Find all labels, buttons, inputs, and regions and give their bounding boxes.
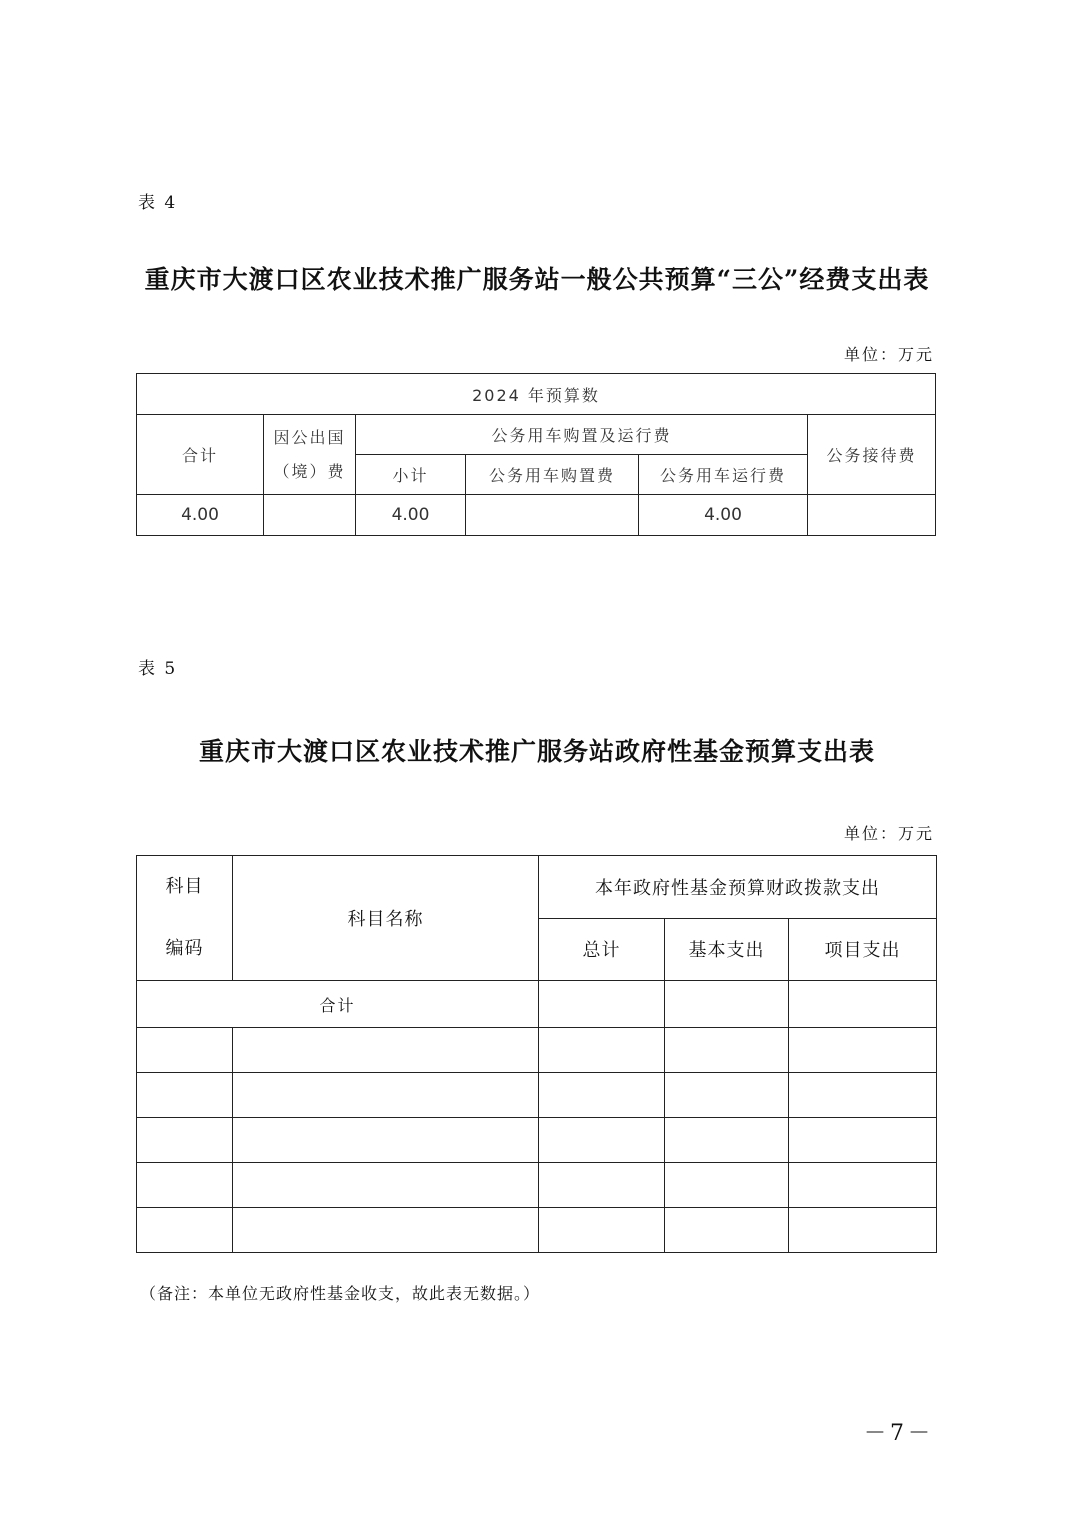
table-cell	[665, 1028, 789, 1073]
table-cell	[137, 1118, 233, 1163]
table-cell	[137, 1163, 233, 1208]
table4-col-vehicle-operation: 公务用车运行费	[639, 455, 808, 495]
table-row	[137, 1208, 937, 1253]
table4-col-abroad-line2: （境）费	[273, 461, 346, 481]
table5-col-group: 本年政府性基金预算财政拨款支出	[539, 856, 937, 919]
table5	[136, 855, 937, 1253]
table4-col-vehicle-group: 公务用车购置及运行费	[356, 415, 808, 455]
table-row	[137, 981, 937, 1028]
table4-col-total: 合计	[137, 415, 264, 495]
table4-col-abroad-line1: 因公出国	[273, 427, 346, 447]
table5-col-code-line2: 编码	[165, 938, 204, 959]
table-cell	[539, 1163, 665, 1208]
table-row	[137, 1118, 937, 1163]
table4-label: 表 4	[138, 193, 178, 213]
table5-col-project: 项目支出	[789, 918, 937, 981]
table5-col-total: 总计	[539, 918, 665, 981]
table-cell	[665, 1163, 789, 1208]
table4-header-year: 2024 年预算数	[137, 374, 936, 415]
table5-total-label: 合计	[137, 981, 539, 1028]
table4	[136, 373, 936, 536]
table-row	[137, 1028, 937, 1073]
table-cell	[539, 1028, 665, 1073]
table5-col-code-line1: 科目	[165, 876, 204, 897]
table-cell	[137, 1073, 233, 1118]
table5-title: 重庆市大渡口区农业技术推广服务站政府性基金预算支出表	[198, 737, 875, 766]
table5-total-cell	[789, 981, 937, 1028]
table4-cell-vehicle-operation: 4.00	[639, 495, 808, 536]
table-cell	[233, 1163, 539, 1208]
table5-col-basic: 基本支出	[665, 918, 789, 981]
table5-note: （备注：本单位无政府性基金收支，故此表无数据。）	[140, 1284, 541, 1303]
table-cell	[137, 1028, 233, 1073]
table-row	[137, 1073, 937, 1118]
table5-col-code	[137, 856, 233, 981]
table4-cell-abroad	[264, 495, 356, 536]
table4-title: 重庆市大渡口区农业技术推广服务站一般公共预算“三公”经费支出表	[144, 265, 930, 294]
table5-col-name: 科目名称	[233, 856, 539, 981]
table-cell	[665, 1118, 789, 1163]
table-cell	[539, 1073, 665, 1118]
table-cell	[137, 1208, 233, 1253]
table-row	[137, 495, 936, 536]
table-cell	[665, 1208, 789, 1253]
table-cell	[789, 1163, 937, 1208]
table5-total-cell	[539, 981, 665, 1028]
page-number: －7－	[864, 1421, 934, 1446]
table5-total-cell	[665, 981, 789, 1028]
table-cell	[539, 1208, 665, 1253]
table-cell	[233, 1118, 539, 1163]
table4-col-vehicle-purchase: 公务用车购置费	[466, 455, 639, 495]
table-cell	[789, 1073, 937, 1118]
table-row	[137, 1163, 937, 1208]
table-cell	[789, 1208, 937, 1253]
table-cell	[233, 1028, 539, 1073]
table-cell	[233, 1208, 539, 1253]
table4-cell-total: 4.00	[137, 495, 264, 536]
table-cell	[789, 1028, 937, 1073]
table4-cell-vehicle-purchase	[466, 495, 639, 536]
table-cell	[233, 1073, 539, 1118]
table4-cell-subtotal: 4.00	[356, 495, 466, 536]
table4-col-reception: 公务接待费	[808, 415, 936, 495]
table4-cell-reception	[808, 495, 936, 536]
table4-unit: 单位：万元	[843, 345, 934, 364]
table-cell	[665, 1073, 789, 1118]
table4-col-abroad	[264, 415, 356, 495]
table5-unit: 单位：万元	[843, 824, 934, 843]
table-cell	[789, 1118, 937, 1163]
table4-col-subtotal: 小计	[356, 455, 466, 495]
table-cell	[539, 1118, 665, 1163]
table5-label: 表 5	[138, 659, 178, 679]
